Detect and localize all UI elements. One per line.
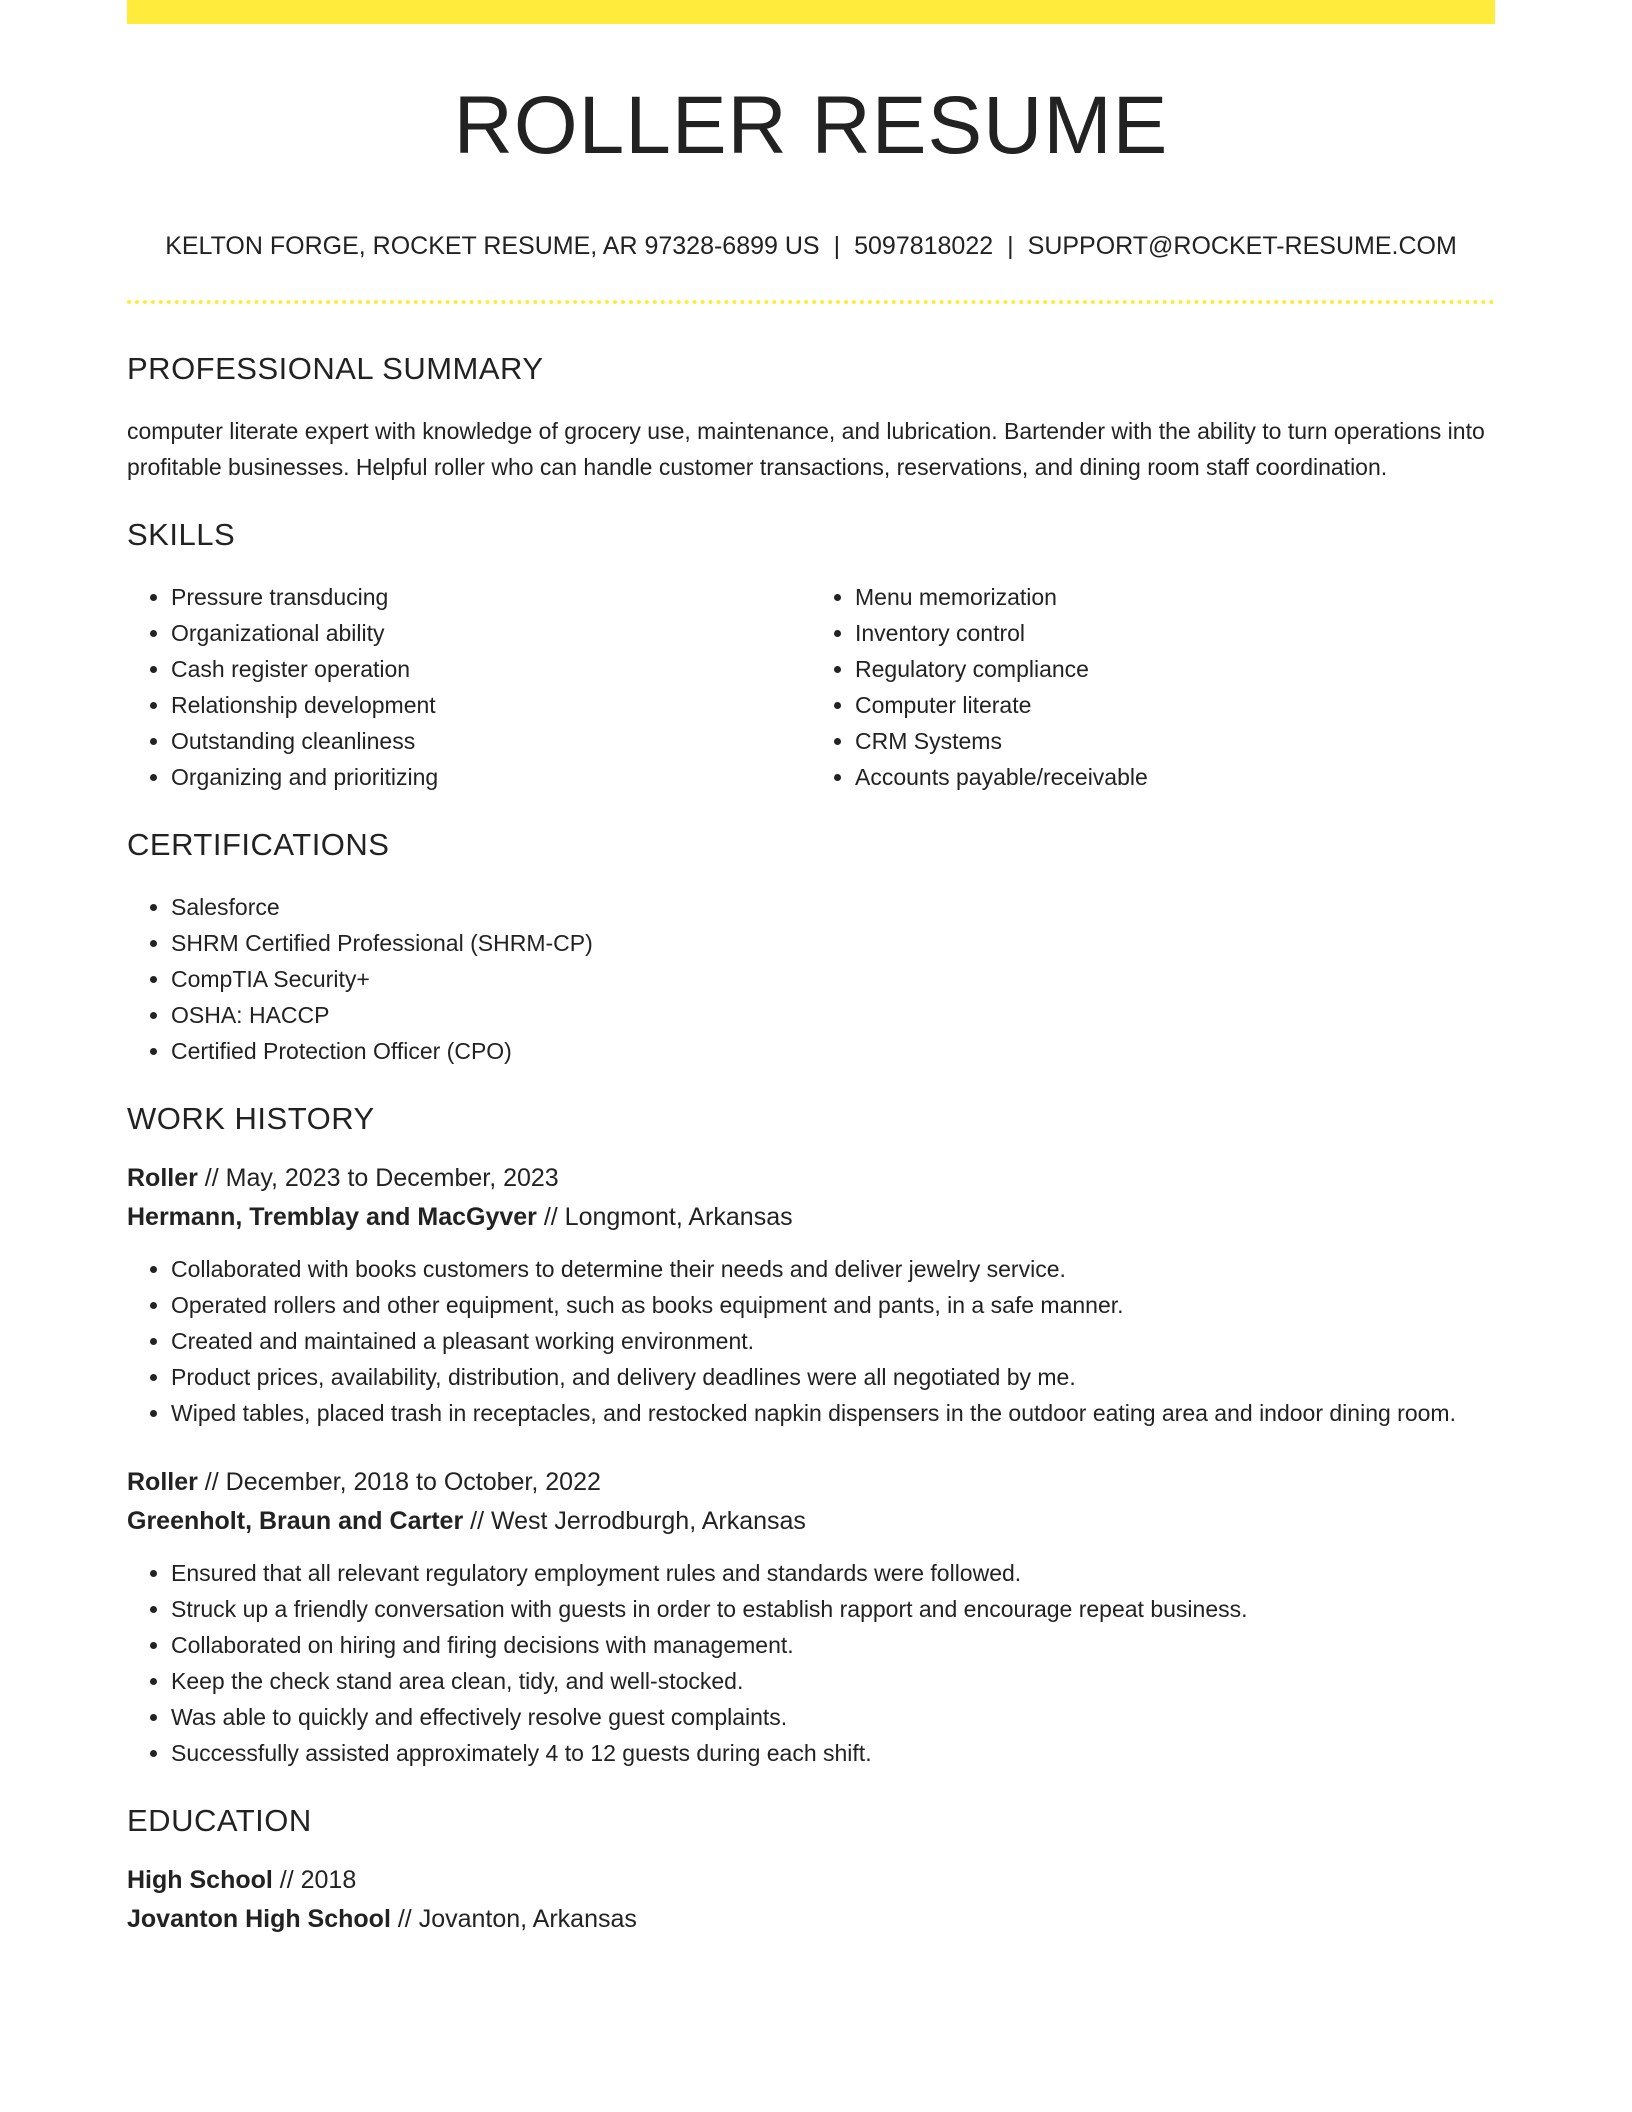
summary-title: PROFESSIONAL SUMMARY	[127, 351, 544, 386]
job-dates: // December, 2018 to October, 2022	[197, 1468, 601, 1496]
resume-content	[127, 0, 1495, 1939]
list-item: • Cash register operation	[171, 651, 811, 687]
skills-grid	[127, 579, 1495, 795]
job-company: Hermann, Tremblay and MacGyver	[127, 1203, 537, 1231]
contact-line	[127, 230, 1495, 262]
list-item: • Pressure transducing	[171, 579, 811, 615]
education-degree-line	[127, 1861, 1495, 1900]
list-item: • SHRM Certified Professional (SHRM-CP)	[171, 925, 1495, 961]
accent-top-bar	[127, 0, 1495, 24]
certifications-section	[127, 825, 1495, 1069]
list-item: • Successfully assisted approximately 4 to 12 guests during each shift.	[171, 1735, 1495, 1771]
skills-section	[127, 515, 1495, 795]
work-history-title: WORK HISTORY	[127, 1101, 375, 1136]
list-item: • Operated rollers and other equipment, such as books equipment and pants, in a safe manner.	[171, 1287, 1495, 1323]
job-role: Roller	[127, 1468, 198, 1496]
job-company: Greenholt, Braun and Carter	[127, 1507, 464, 1535]
certifications-list	[127, 889, 1495, 1069]
list-item: • Wiped tables, placed trash in receptacles, and restocked napkin dispensers in the outdoor eating area and indoor dining room.	[171, 1395, 1495, 1431]
job-bullets	[127, 1555, 1495, 1771]
job-entry	[127, 1159, 1495, 1431]
education-location: // Jovanton, Arkansas	[390, 1905, 637, 1933]
list-item: • Organizational ability	[171, 615, 811, 651]
list-item: • CRM Systems	[855, 723, 1495, 759]
list-item: • Inventory control	[855, 615, 1495, 651]
education-year: // 2018	[272, 1866, 357, 1894]
job-role-line	[127, 1463, 1495, 1502]
skills-title: SKILLS	[127, 517, 236, 552]
list-item: • Salesforce	[171, 889, 1495, 925]
list-item: • Product prices, availability, distribution, and delivery deadlines were all negotiated by me.	[171, 1359, 1495, 1395]
summary-text: computer literate expert with knowledge of grocery use, maintenance, and lubrication. Bartender with the ability to turn operations into profitable businesses. Helpful roller who can handle customer transactions, reservations, and dining room staff coordination.	[127, 418, 1485, 480]
contact-separator: |	[833, 232, 841, 260]
job-role: Roller	[127, 1164, 198, 1192]
job-dates: // May, 2023 to December, 2023	[197, 1164, 559, 1192]
list-item: • CompTIA Security+	[171, 961, 1495, 997]
job-role-line	[127, 1159, 1495, 1198]
list-item: • Ensured that all relevant regulatory employment rules and standards were followed.	[171, 1555, 1495, 1591]
contact-phone: 5097818022	[854, 232, 994, 260]
job-location: // West Jerrodburgh, Arkansas	[463, 1507, 806, 1535]
job-entry	[127, 1463, 1495, 1771]
job-location: // Longmont, Arkansas	[536, 1203, 793, 1231]
education-school-line	[127, 1900, 1495, 1939]
skills-list-right	[811, 579, 1495, 795]
list-item: • Collaborated on hiring and firing decisions with management.	[171, 1627, 1495, 1663]
list-item: • Certified Protection Officer (CPO)	[171, 1033, 1495, 1069]
list-item: • Menu memorization	[855, 579, 1495, 615]
list-item: • Struck up a friendly conversation with guests in order to establish rapport and encourage repeat business.	[171, 1591, 1495, 1627]
job-company-line	[127, 1502, 1495, 1541]
job-company-line	[127, 1198, 1495, 1237]
list-item: • Relationship development	[171, 687, 811, 723]
list-item: • Organizing and prioritizing	[171, 759, 811, 795]
education-entry	[127, 1861, 1495, 1939]
work-history-section	[127, 1099, 1495, 1771]
contact-separator: |	[1007, 232, 1014, 260]
education-section	[127, 1801, 1495, 1939]
list-item: • Collaborated with books customers to determine their needs and deliver jewelry service.	[171, 1251, 1495, 1287]
list-item: • Created and maintained a pleasant working environment.	[171, 1323, 1495, 1359]
list-item: • Computer literate	[855, 687, 1495, 723]
job-bullets	[127, 1251, 1495, 1431]
list-item: • Accounts payable/receivable	[855, 759, 1495, 795]
education-school: Jovanton High School	[127, 1905, 391, 1933]
list-item: • Keep the check stand area clean, tidy, and well-stocked.	[171, 1663, 1495, 1699]
list-item: • Was able to quickly and effectively resolve guest complaints.	[171, 1699, 1495, 1735]
list-item: • Regulatory compliance	[855, 651, 1495, 687]
certifications-title: CERTIFICATIONS	[127, 827, 390, 862]
skills-list-left	[127, 579, 811, 795]
resume-name: ROLLER RESUME	[453, 80, 1169, 171]
education-title: EDUCATION	[127, 1803, 312, 1838]
list-item: • OSHA: HACCP	[171, 997, 1495, 1033]
contact-address: KELTON FORGE, ROCKET RESUME, AR 97328-6899 US	[165, 232, 820, 260]
contact-email: SUPPORT@ROCKET-RESUME.COM	[1027, 232, 1457, 260]
list-item: • Outstanding cleanliness	[171, 723, 811, 759]
summary-section	[127, 349, 1495, 485]
dotted-divider	[127, 300, 1495, 304]
education-degree: High School	[127, 1866, 273, 1894]
